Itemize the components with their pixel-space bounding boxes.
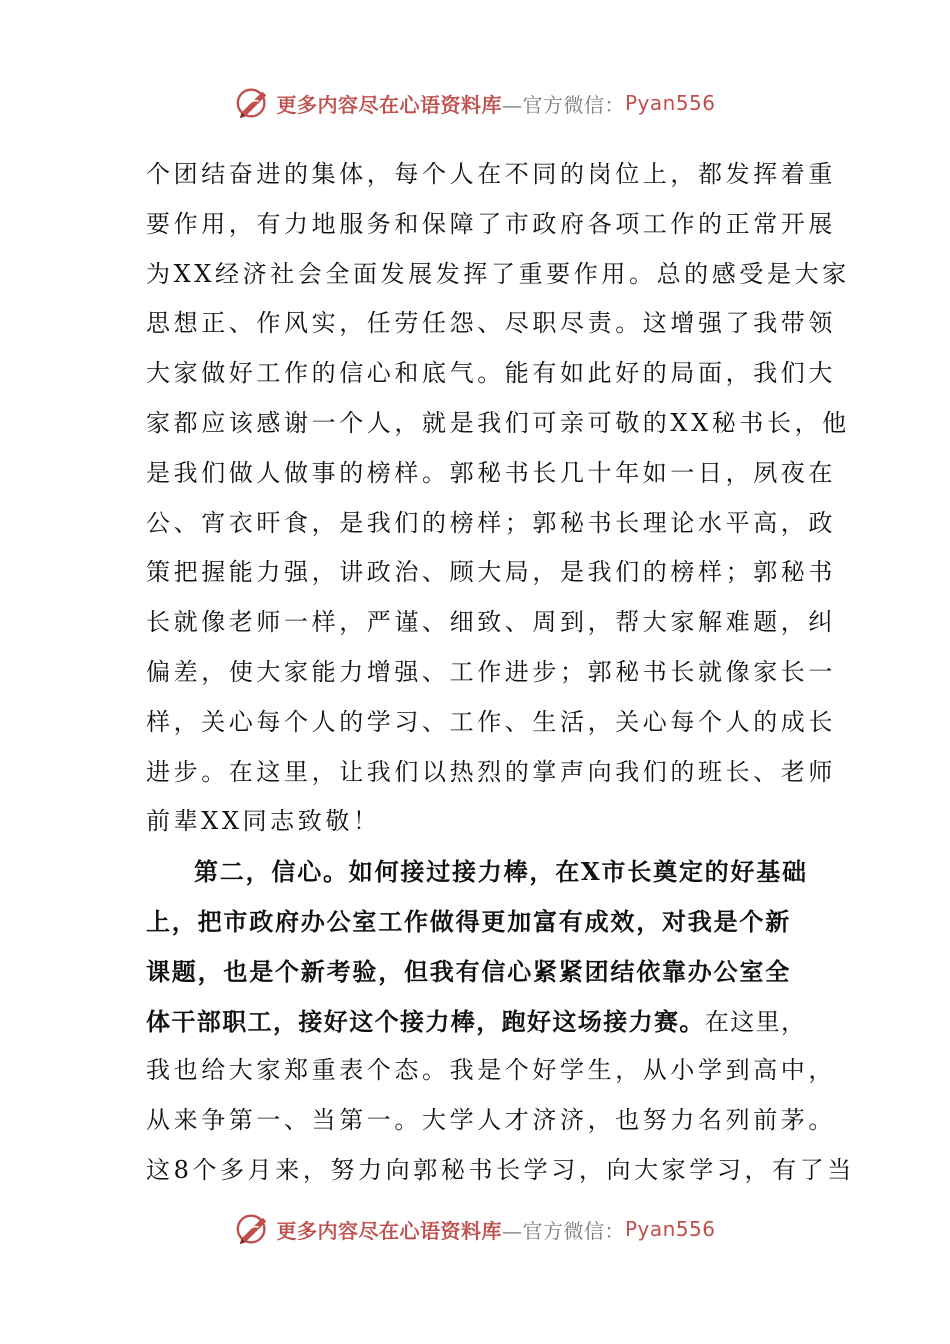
pen-logo-icon (234, 1210, 272, 1248)
header-wechat-id: Pyan556 (624, 91, 716, 115)
pen-logo-icon (234, 84, 272, 122)
body-line: 样，关心每个人的学习、工作、生活，关心每个人的成长 (146, 707, 836, 736)
footer-wechat-label: —官方微信： (501, 1218, 625, 1243)
body-line: 策把握能力强，讲政治、顾大局，是我们的榜样；郭秘书 (146, 558, 836, 587)
body-line: 偏差，使大家能力增强、工作进步；郭秘书长就像家长一 (146, 657, 836, 686)
body-line: 我也给大家郑重表个态。我是个好学生，从小学到高中， (146, 1056, 836, 1085)
body-line: 进步。在这里，让我们以热烈的掌声向我们的班长、老师 (146, 757, 836, 786)
header-text (276, 89, 715, 118)
mixed-line (146, 997, 810, 1047)
body-line: 这8个多月来，努力向郭秘书长学习，向大家学习，有了当 (146, 1155, 855, 1184)
body-line: 公、宵衣旰食，是我们的榜样；郭秘书长理论水平高，政 (146, 508, 836, 537)
document-body (146, 150, 855, 1196)
body-line: 从来争第一、当第一。大学人才济济，也努力名列前茅。 (146, 1106, 836, 1135)
header-title: 更多内容尽在心语资料库 (276, 92, 502, 117)
header-wechat-label: —官方微信： (501, 92, 625, 117)
bold-line: 课题，也是个新考验，但我有信心紧紧团结依靠办公室全 (146, 956, 791, 986)
body-line: 长就像老师一样，严谨、细致、周到，帮大家解难题，纠 (146, 608, 836, 637)
footer-title: 更多内容尽在心语资料库 (276, 1218, 502, 1243)
header-banner (0, 81, 950, 125)
footer-banner (0, 1207, 950, 1251)
body-line: 思想正、作风实，任劳任怨、尽职尽责。这增强了我带领 (146, 309, 836, 338)
bold-line: 上，把市政府办公室工作做得更加富有成效，对我是个新 (146, 906, 791, 936)
body-line: 为XX经济社会全面发展发挥了重要作用。总的感受是大家 (146, 259, 850, 288)
section-heading-line: 第二，信心。如何接过接力棒，在X市长奠定的好基础 (194, 857, 808, 887)
body-line: 是我们做人做事的榜样。郭秘书长几十年如一日，夙夜在 (146, 458, 836, 487)
footer-wechat-id: Pyan556 (624, 1217, 716, 1241)
body-line: 前辈XX同志致敬！ (146, 807, 381, 836)
footer-text (276, 1215, 715, 1244)
body-line: 大家做好工作的信心和底气。能有如此好的局面，我们大 (146, 359, 836, 388)
mixed-line-normal: 在这里， (704, 1007, 807, 1036)
body-line: 要作用，有力地服务和保障了市政府各项工作的正常开展 (146, 209, 836, 238)
body-line: 家都应该感谢一个人，就是我们可亲可敬的XX秘书长，他 (146, 408, 850, 437)
body-line: 个团结奋进的集体，每个人在不同的岗位上，都发挥着重 (146, 160, 836, 188)
mixed-line-bold: 体干部职工，接好这个接力棒，跑好这场接力赛。 (146, 1006, 705, 1036)
